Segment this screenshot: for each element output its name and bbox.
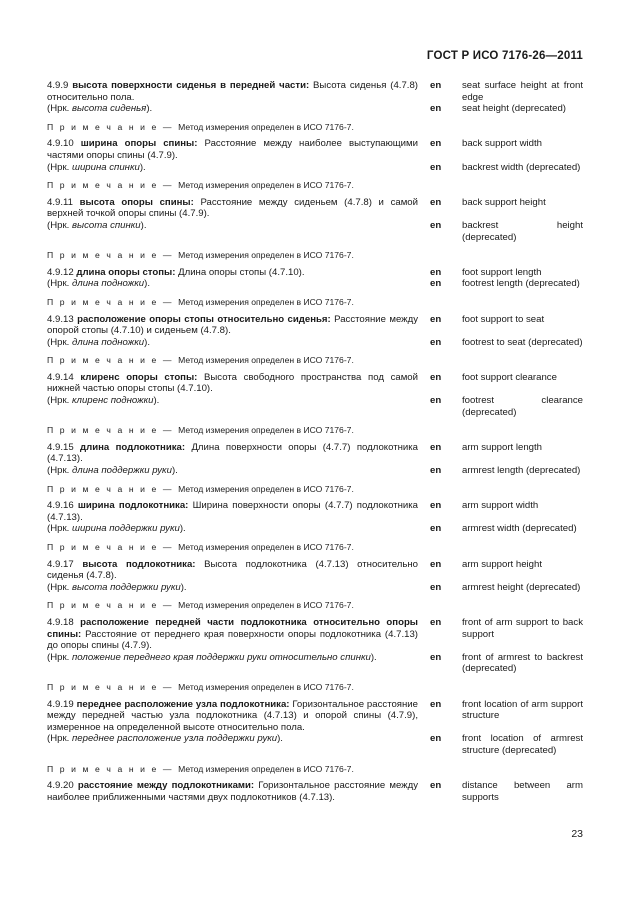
term-definition bbox=[47, 372, 418, 395]
term-definition bbox=[47, 699, 418, 734]
term-definition-text: Ширина поверхности опоры (4.7.7) подлокотника (4.7.13). bbox=[47, 500, 418, 523]
term-definition-text: Высота свободного пространства под самой нижней частью опоры стопы (4.7.10). bbox=[47, 371, 418, 395]
note-prefix: П р и м е ч а н и е — bbox=[47, 355, 179, 366]
term-note bbox=[47, 764, 583, 776]
alias-suffix: ). bbox=[140, 219, 147, 231]
language-code: en bbox=[430, 313, 442, 325]
note-prefix: П р и м е ч а н и е — bbox=[47, 180, 179, 191]
language-code: en bbox=[430, 651, 442, 663]
term-entry bbox=[47, 617, 583, 694]
term-name: высота поверхности сиденья в передней части: bbox=[72, 80, 310, 91]
term-entry bbox=[47, 442, 583, 495]
term-definition bbox=[47, 559, 418, 582]
term-number: 4.9.13 bbox=[47, 313, 74, 325]
alias-suffix: ). bbox=[144, 336, 150, 348]
note-prefix: П р и м е ч а н и е — bbox=[47, 250, 179, 261]
alias-text bbox=[47, 733, 418, 745]
note-text: Метод измерения определен в ИСО 7176-7. bbox=[178, 180, 354, 191]
english-deprecated-term: armrest length (deprecated) bbox=[462, 465, 581, 477]
alias-text bbox=[47, 465, 418, 477]
english-deprecated-term: seat height (deprecated) bbox=[462, 103, 566, 115]
term-row bbox=[47, 559, 583, 582]
term-definition-text: Длина опоры стопы (4.7.10). bbox=[178, 266, 305, 278]
alias-prefix: (Нрк. bbox=[47, 219, 72, 231]
note-text: Метод измерения определен в ИСО 7176-7. bbox=[178, 763, 354, 774]
alias-text bbox=[47, 337, 418, 349]
note-prefix: П р и м е ч а н и е — bbox=[47, 483, 179, 494]
term-name: длина подлокотника: bbox=[80, 441, 186, 453]
deprecated-alias: ширина спинки bbox=[72, 161, 140, 173]
term-number: 4.9.17 bbox=[47, 558, 74, 570]
english-deprecated-term: footrest length (deprecated) bbox=[462, 278, 580, 290]
term-name: клиренс опоры стопы: bbox=[80, 371, 198, 383]
term-note bbox=[47, 250, 583, 262]
english-term: seat surface height at front edge bbox=[462, 80, 583, 103]
term-entry bbox=[47, 780, 583, 803]
term-entry bbox=[47, 699, 583, 776]
page-number: 23 bbox=[571, 828, 583, 840]
english-term: foot support clearance bbox=[462, 371, 557, 383]
term-number: 4.9.14 bbox=[47, 371, 74, 383]
alias-prefix: (Нрк. bbox=[47, 278, 72, 290]
note-text: Метод измерения определен в ИСО 7176-7. bbox=[178, 425, 354, 436]
english-deprecated-term: footrest to seat (deprecated) bbox=[462, 336, 583, 348]
english-term: front of arm support to back support bbox=[462, 616, 583, 640]
term-name: высота опоры спины: bbox=[79, 196, 194, 208]
note-prefix: П р и м е ч а н и е — bbox=[47, 296, 179, 307]
term-definition-text: Расстояние между сиденьем (4.7.8) и самой верхней точкой опоры спины (4.7.9). bbox=[47, 196, 418, 220]
term-row bbox=[47, 197, 583, 220]
deprecated-alias: высота спинки bbox=[72, 219, 141, 231]
alias-text bbox=[47, 162, 418, 174]
note-prefix: П р и м е ч а н и е — bbox=[47, 600, 179, 611]
language-code: en bbox=[430, 336, 442, 348]
alias-suffix: ). bbox=[370, 651, 377, 663]
term-entry bbox=[47, 267, 583, 309]
language-code: en bbox=[430, 266, 442, 278]
term-definition bbox=[47, 442, 418, 465]
deprecated-alias: высота поддержки руки bbox=[72, 581, 181, 593]
alias-text bbox=[47, 103, 418, 115]
english-term: arm support width bbox=[462, 500, 539, 512]
term-definition bbox=[47, 138, 418, 161]
document-header: ГОСТ Р ИСО 7176-26—2011 bbox=[426, 50, 583, 62]
alias-suffix: ). bbox=[277, 733, 283, 745]
term-row bbox=[47, 138, 583, 161]
alias-row bbox=[47, 103, 583, 115]
language-code: en bbox=[430, 80, 442, 91]
term-row bbox=[47, 372, 583, 395]
term-row bbox=[47, 699, 583, 734]
language-code: en bbox=[430, 395, 442, 407]
term-definition bbox=[47, 80, 418, 103]
term-definition bbox=[47, 780, 418, 803]
english-term: foot support to seat bbox=[462, 313, 545, 325]
language-code: en bbox=[430, 780, 442, 792]
term-number: 4.9.11 bbox=[47, 196, 73, 208]
term-note bbox=[47, 355, 583, 367]
deprecated-alias: высота сиденья bbox=[72, 103, 147, 115]
deprecated-alias: длина поддержки руки bbox=[72, 465, 172, 477]
term-definition bbox=[47, 617, 418, 652]
english-deprecated-term: front of armrest to backrest (deprecated) bbox=[462, 651, 583, 675]
alias-text bbox=[47, 278, 418, 290]
alias-row bbox=[47, 278, 583, 290]
english-term: distance between arm supports bbox=[462, 780, 583, 803]
note-prefix: П р и м е ч а н и е — bbox=[47, 681, 179, 692]
language-code: en bbox=[430, 698, 442, 710]
term-name: высота подлокотника: bbox=[82, 558, 196, 570]
term-definition-text: Длина поверхности опоры (4.7.7) подлокотника (4.7.13). bbox=[47, 441, 418, 465]
term-row bbox=[47, 314, 583, 337]
deprecated-alias: переднее расположение узла поддержки руки bbox=[72, 733, 278, 745]
term-entry bbox=[47, 138, 583, 191]
term-row bbox=[47, 617, 583, 652]
term-entry bbox=[47, 80, 583, 133]
term-definition-text: Высота сиденья (4.7.8) относительно пола. bbox=[47, 80, 418, 103]
note-text: Метод измерения определен в ИСО 7176-7. bbox=[178, 483, 354, 494]
alias-text bbox=[47, 523, 418, 535]
deprecated-alias: ширина поддержки руки bbox=[72, 523, 180, 535]
english-deprecated-term: armrest height (deprecated) bbox=[462, 581, 581, 593]
term-number: 4.9.15 bbox=[47, 441, 74, 453]
term-definition-text: Высота подлокотника (4.7.13) относительно сиденья (4.7.8). bbox=[47, 558, 418, 582]
term-definition bbox=[47, 267, 418, 279]
term-number: 4.9.20 bbox=[47, 780, 74, 792]
language-code: en bbox=[430, 161, 442, 173]
term-definition bbox=[47, 197, 418, 220]
term-number: 4.9.16 bbox=[47, 500, 74, 512]
term-definition-text: Расстояние между наиболее выступающими частями опоры спины (4.7.9). bbox=[47, 138, 418, 161]
term-name: переднее расположение узла подлокотника: bbox=[76, 698, 290, 710]
term-definition bbox=[47, 500, 418, 523]
alias-suffix: ). bbox=[179, 523, 186, 535]
term-definition-text: Горизонтальное расстояние между наиболее приближенными частями двух подлокотников (4.7.13). bbox=[47, 780, 418, 803]
deprecated-alias: клиренс подножки bbox=[72, 395, 154, 407]
alias-suffix: ). bbox=[180, 581, 187, 593]
alias-row bbox=[47, 582, 583, 594]
english-deprecated-term: front location of armrest structure (deprecated) bbox=[462, 733, 583, 756]
alias-row bbox=[47, 523, 583, 535]
alias-text bbox=[47, 395, 418, 407]
term-note bbox=[47, 600, 583, 612]
term-note bbox=[47, 425, 583, 437]
term-entry bbox=[47, 372, 583, 437]
language-code: en bbox=[430, 371, 442, 383]
alias-prefix: (Нрк. bbox=[47, 733, 72, 745]
term-number: 4.9.10 bbox=[47, 138, 74, 150]
alias-row bbox=[47, 162, 583, 174]
english-term: front location of arm support structure bbox=[462, 698, 583, 722]
note-prefix: П р и м е ч а н и е — bbox=[47, 542, 179, 552]
language-code: en bbox=[430, 219, 442, 231]
language-code: en bbox=[430, 500, 442, 512]
alias-prefix: (Нрк. bbox=[47, 103, 72, 115]
term-entry bbox=[47, 559, 583, 612]
term-note bbox=[47, 484, 583, 496]
alias-text bbox=[47, 582, 418, 594]
note-prefix: П р и м е ч а н и е — bbox=[47, 121, 179, 132]
note-text: Метод измерения определен в ИСО 7176-7. bbox=[178, 296, 354, 307]
deprecated-alias: длина подножки bbox=[72, 336, 145, 348]
alias-row bbox=[47, 337, 583, 349]
term-row bbox=[47, 500, 583, 523]
alias-row bbox=[47, 465, 583, 477]
term-name: расстояние между подлокотниками: bbox=[77, 780, 255, 792]
alias-prefix: (Нрк. bbox=[47, 161, 72, 173]
language-code: en bbox=[430, 138, 442, 150]
alias-prefix: (Нрк. bbox=[47, 395, 72, 407]
term-number: 4.9.9 bbox=[47, 80, 69, 91]
alias-prefix: (Нрк. bbox=[47, 465, 72, 477]
note-text: Метод измерения определен в ИСО 7176-7. bbox=[178, 542, 354, 552]
term-name: ширина подлокотника: bbox=[77, 500, 189, 512]
english-deprecated-term: backrest width (deprecated) bbox=[462, 161, 581, 173]
term-entry bbox=[47, 500, 583, 553]
language-code: en bbox=[430, 441, 442, 453]
note-prefix: П р и м е ч а н и е — bbox=[47, 763, 179, 774]
language-code: en bbox=[430, 465, 442, 477]
english-term: back support height bbox=[462, 196, 546, 208]
term-entry bbox=[47, 197, 583, 262]
note-text: Метод измерения определен в ИСО 7176-7. bbox=[178, 355, 354, 366]
alias-row bbox=[47, 733, 583, 756]
term-row bbox=[47, 780, 583, 803]
alias-suffix: ). bbox=[153, 395, 160, 407]
note-text: Метод измерения определен в ИСО 7176-7. bbox=[178, 681, 354, 692]
english-deprecated-term: footrest clearance (deprecated) bbox=[462, 395, 583, 418]
alias-prefix: (Нрк. bbox=[47, 523, 72, 535]
term-definition-text: Расстояние от переднего края поверхности опоры подлокотника (4.7.13) до опоры спины (4.7.9). bbox=[47, 628, 418, 652]
alias-suffix: ). bbox=[144, 278, 150, 290]
deprecated-alias: положение переднего края поддержки руки относительно спинки bbox=[72, 651, 371, 663]
term-row bbox=[47, 267, 583, 279]
term-name: длина опоры стопы: bbox=[76, 266, 176, 278]
alias-row bbox=[47, 395, 583, 418]
language-code: en bbox=[430, 558, 442, 570]
term-entry bbox=[47, 314, 583, 367]
alias-prefix: (Нрк. bbox=[47, 581, 72, 593]
english-term: foot support length bbox=[462, 266, 542, 278]
alias-prefix: (Нрк. bbox=[47, 651, 72, 663]
term-definition-text: Горизонтальное расстояние между передней частью узла подлокотника (4.7.13) и опорой спины (4.7.9), измеренное на определенной высоте относительно пола. bbox=[47, 698, 418, 733]
term-name: расположение опоры стопы относительно сиденья: bbox=[77, 313, 331, 325]
english-deprecated-term: backrest height (deprecated) bbox=[462, 219, 583, 243]
language-code: en bbox=[430, 523, 442, 535]
alias-text bbox=[47, 652, 418, 664]
deprecated-alias: длина подножки bbox=[72, 278, 145, 290]
language-code: en bbox=[430, 278, 442, 290]
term-row bbox=[47, 80, 583, 103]
alias-row bbox=[47, 220, 583, 243]
term-name: расположение передней части подлокотника относительно опоры спины: bbox=[47, 616, 418, 640]
note-prefix: П р и м е ч а н и е — bbox=[47, 425, 179, 436]
note-text: Метод измерения определен в ИСО 7176-7. bbox=[178, 600, 354, 611]
term-note bbox=[47, 682, 583, 694]
alias-suffix: ). bbox=[171, 465, 178, 477]
alias-text bbox=[47, 220, 418, 232]
note-text: Метод измерения определен в ИСО 7176-7. bbox=[178, 250, 354, 261]
language-code: en bbox=[430, 733, 442, 745]
term-note bbox=[47, 122, 583, 134]
english-deprecated-term: armrest width (deprecated) bbox=[462, 523, 577, 535]
term-definition-text: Расстояние между опорой стопы (4.7.10) и сиденьем (4.7.8). bbox=[47, 313, 418, 337]
alias-row bbox=[47, 652, 583, 675]
term-note bbox=[47, 542, 583, 554]
language-code: en bbox=[430, 196, 442, 208]
english-term: back support width bbox=[462, 138, 542, 150]
english-term: arm support height bbox=[462, 558, 542, 570]
term-definition bbox=[47, 314, 418, 337]
term-row bbox=[47, 442, 583, 465]
language-code: en bbox=[430, 616, 442, 628]
term-name: ширина опоры спины: bbox=[80, 138, 198, 150]
english-term: arm support length bbox=[462, 441, 542, 453]
term-note bbox=[47, 297, 583, 309]
language-code: en bbox=[430, 581, 442, 593]
note-text: Метод измерения определен в ИСО 7176-7. bbox=[178, 121, 354, 132]
alias-suffix: ). bbox=[146, 103, 153, 115]
term-number: 4.9.19 bbox=[47, 698, 74, 710]
term-note bbox=[47, 180, 583, 192]
alias-suffix: ). bbox=[139, 161, 146, 173]
language-code: en bbox=[430, 103, 442, 115]
alias-prefix: (Нрк. bbox=[47, 336, 72, 348]
term-number: 4.9.12 bbox=[47, 266, 74, 278]
terms-list bbox=[47, 80, 583, 803]
term-number: 4.9.18 bbox=[47, 616, 74, 628]
